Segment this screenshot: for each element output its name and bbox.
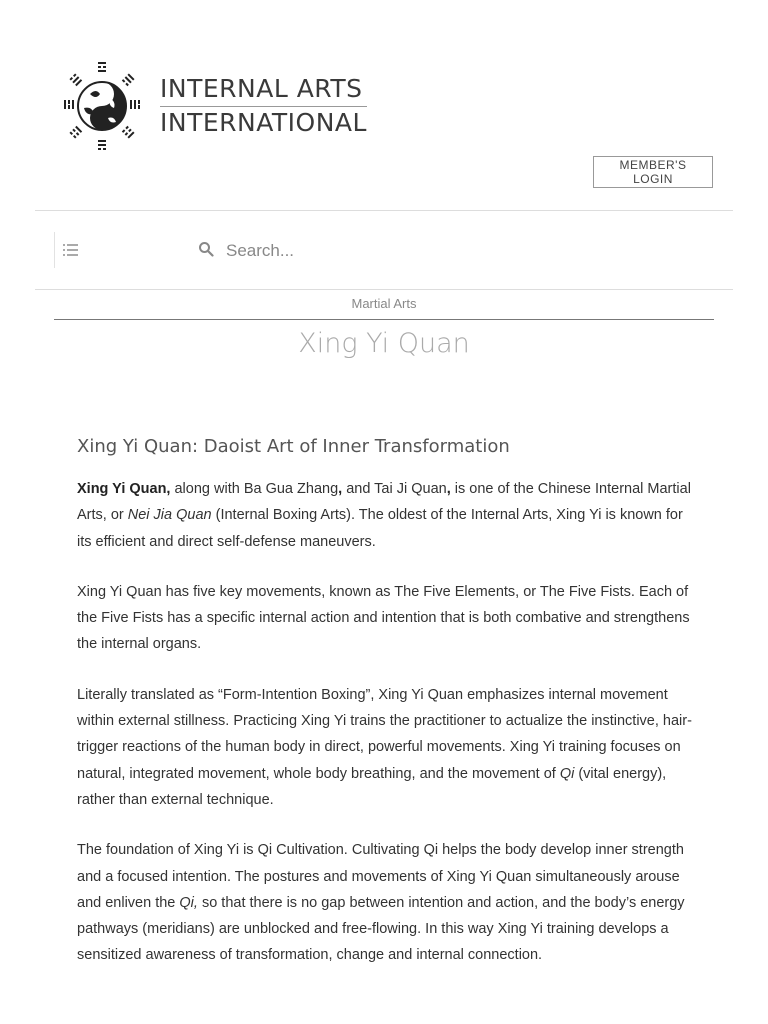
logo-text-line2: INTERNATIONAL — [160, 107, 367, 137]
text-run: , — [338, 481, 343, 497]
menu-toggle[interactable] — [54, 232, 79, 268]
term-nei-jia-quan: Nei Jia Quan — [127, 507, 212, 524]
title-divider — [54, 319, 714, 320]
search-icon[interactable] — [198, 241, 214, 257]
header-divider — [35, 210, 733, 211]
paragraph-2: Xing Yi Quan has five key movements, known as The Five Elements, or The Five Fists. Each of the Five Fists has a specific internal action and intention that is both combative and strengthens the internal organs. — [77, 583, 690, 653]
text-run: (vital energy), rather than external technique. — [77, 765, 667, 808]
yin-yang-logo-icon — [62, 60, 142, 152]
list-icon — [63, 243, 79, 257]
text-run: The foundation of Xing Yi is Qi Cultivation. Cultivating Qi helps the body develop inner strength and a focused intention. The postures and movements of Xing Yi Quan simultaneously arouse and enliven the — [77, 842, 684, 911]
breadcrumb-category[interactable]: Martial Arts — [351, 296, 417, 311]
paragraph-3 — [77, 682, 697, 813]
text-run: along with Ba Gua Zhang — [170, 481, 339, 497]
search-input[interactable] — [224, 238, 708, 264]
term-xing-yi-quan: Xing Yi Quan, — [77, 481, 171, 497]
paragraph-4 — [77, 837, 697, 968]
text-run: and Tai Ji Quan — [342, 481, 447, 497]
page-title: Xing Yi Quan — [298, 328, 470, 359]
term-qi: Qi — [559, 765, 575, 782]
text-run: , — [446, 481, 451, 497]
text-run: is one of the Chinese Internal Martial Arts, or — [77, 481, 691, 524]
text-run: so that there is no gap between intention and action, and the body’s energy pathways (meridians) are unblocked and free-flowing. In this way Xing Yi training develops a sensitized awareness of transformation, change and internal connection. — [77, 894, 685, 964]
text-run: Literally translated as “Form-Intention Boxing”, Xing Yi Quan emphasizes internal movement within external stillness. Practicing Xing Yi trains the practitioner to actualize the instinctive, hair-trigger reactions of the human body in direct, powerful movements. Xing Yi training focuses on natural, integrated movement, whole body breathing, and the movement of — [77, 686, 692, 782]
members-login-button[interactable]: MEMBER'S LOGIN — [593, 156, 713, 188]
article-content — [77, 432, 697, 993]
article-subheading: Xing Yi Quan: Daoist Art of Inner Transformation — [77, 436, 510, 457]
text-run: (Internal Boxing Arts). The oldest of the Internal Arts, Xing Yi is known for its efficient and direct self-defense maneuvers. — [77, 507, 683, 550]
nav-divider — [35, 289, 733, 290]
site-logo[interactable] — [62, 60, 367, 152]
term-qi: Qi, — [179, 894, 198, 911]
paragraph-1 — [77, 476, 697, 555]
logo-text-line1: INTERNAL ARTS — [160, 74, 367, 107]
